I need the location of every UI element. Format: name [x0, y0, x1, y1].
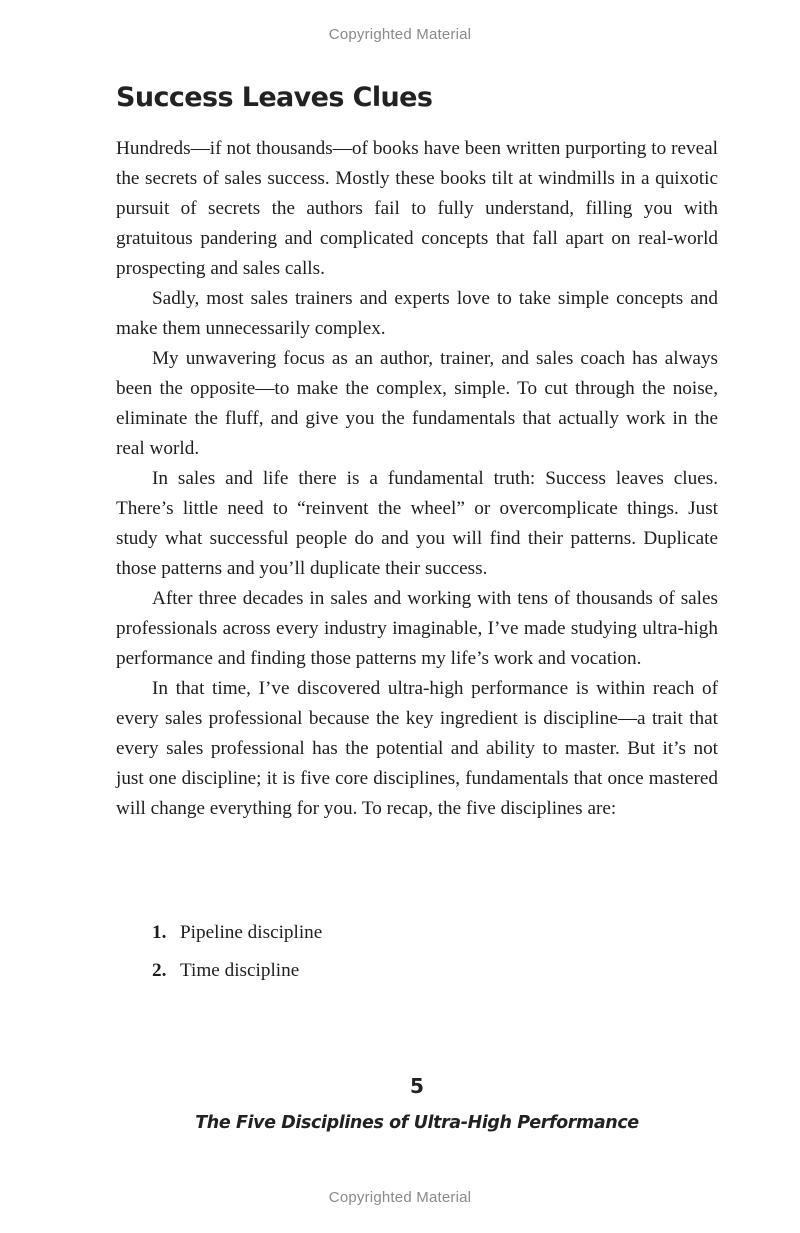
paragraph: In that time, I’ve discovered ultra-high performance is within reach of every sales professional because the key ingredient is discipline—a trait that every sales professional has the potential and ability to master. But it’s not just one discipline; it is five core disciplines, fundamentals that once mastered will change everything for you. To recap, the five disciplines are: — [116, 678, 718, 819]
paragraph: Hundreds—if not thousands—of books have been written purporting to reveal the secrets of sales success. Mostly these books tilt at windmills in a quixotic pursuit of secrets the authors fail to fully understand, filling you with gratuitous pandering and complicated concepts that fall apart on real-world prospecting and sales calls. — [116, 138, 718, 279]
page-number: 5 — [410, 1074, 424, 1098]
list-item-text: Time discipline — [180, 960, 300, 981]
disciplines-list — [152, 918, 322, 994]
list-item — [152, 918, 322, 956]
section-heading: Success Leaves Clues — [116, 82, 433, 113]
paragraph: After three decades in sales and working with tens of thousands of sales professionals across every industry imaginable, I’ve made studying ultra-high performance and finding those patterns my life’s work and vocation. — [116, 588, 718, 669]
list-item — [152, 956, 322, 994]
copyright-watermark-bottom: Copyrighted Material — [328, 1189, 472, 1206]
list-item-text: Pipeline discipline — [180, 922, 323, 943]
paragraph: In sales and life there is a fundamental truth: Success leaves clues. There’s little need to “reinvent the wheel” or overcomplicate things. Just study what successful people do and you will find their patterns. Duplicate those patterns and you’ll duplicate their success. — [116, 468, 718, 579]
list-item-number: 2. — [152, 960, 167, 981]
paragraph: My unwavering focus as an author, trainer, and sales coach has always been the opposite—to make the complex, simple. To cut through the noise, eliminate the fluff, and give you the fundamentals that actually work in the real world. — [116, 348, 718, 459]
copyright-watermark-top: Copyrighted Material — [328, 26, 472, 43]
paragraph: Sadly, most sales trainers and experts love to take simple concepts and make them unnecessarily complex. — [116, 288, 718, 339]
running-title: The Five Disciplines of Ultra-High Performance — [195, 1113, 639, 1133]
body-text — [116, 134, 718, 824]
list-item-number: 1. — [152, 922, 167, 943]
